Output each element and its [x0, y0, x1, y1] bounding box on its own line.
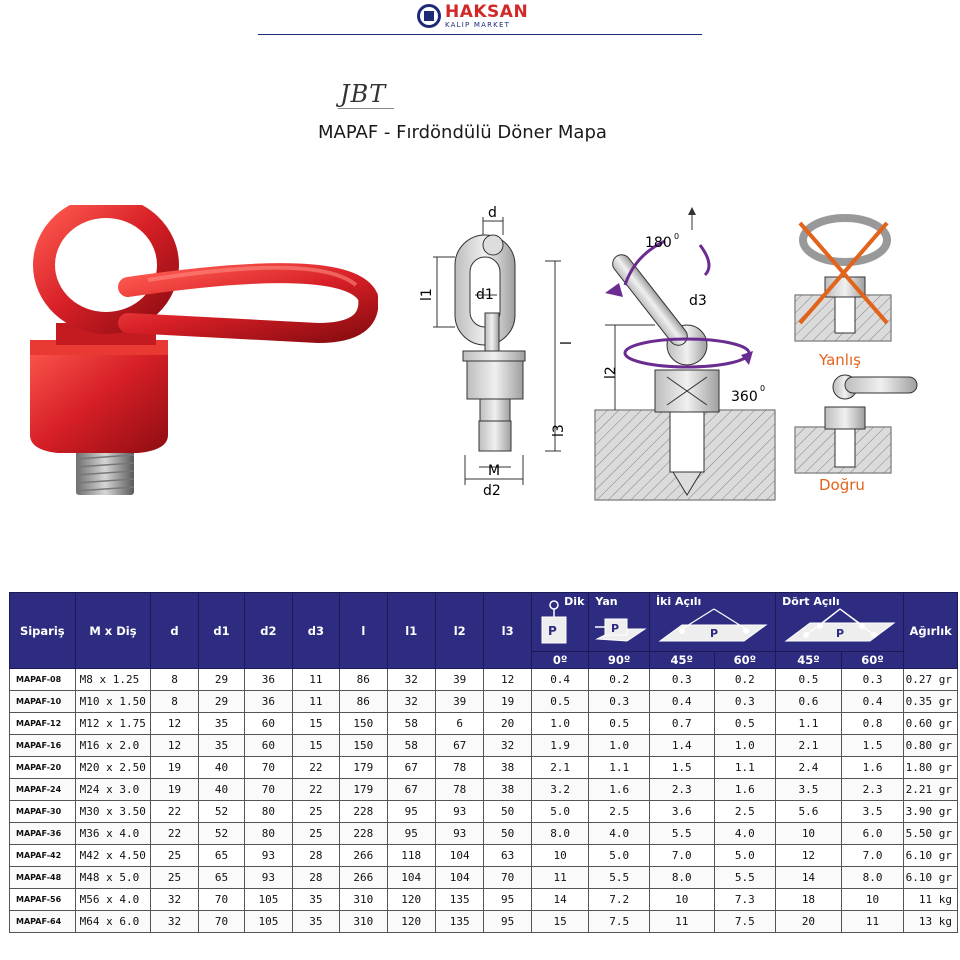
- cell-agirlik: 2.21 gr: [904, 779, 958, 801]
- angle-60-four: 60º: [841, 652, 904, 669]
- cell-d3: 28: [292, 867, 339, 889]
- cell-l3: 32: [484, 735, 531, 757]
- maker-logo: JBT: [340, 80, 387, 108]
- cell-yan-90: 2.5: [589, 801, 650, 823]
- cell-l: 179: [340, 779, 387, 801]
- cell-d3: 25: [292, 823, 339, 845]
- cell-d2: 80: [245, 801, 292, 823]
- cell-dort-60: 8.0: [841, 867, 904, 889]
- cell-l1: 120: [387, 889, 435, 911]
- cell-d2: 105: [245, 889, 292, 911]
- cell-iki-60: 0.2: [714, 669, 776, 691]
- table-row: [10, 889, 958, 911]
- cell-d: 22: [151, 823, 198, 845]
- table-row: [10, 779, 958, 801]
- four-leg-load-icon: [780, 607, 900, 651]
- haksan-logo[interactable]: [417, 2, 528, 30]
- cell-yan-90: 5.5: [589, 867, 650, 889]
- cell-l3: 12: [484, 669, 531, 691]
- cell-l2: 135: [435, 911, 483, 933]
- cell-iki-60: 0.3: [714, 691, 776, 713]
- dort-p-label: P: [836, 627, 845, 640]
- cell-dort-45: 14: [776, 867, 842, 889]
- cell-d: 12: [151, 713, 198, 735]
- dim-d3-label: d3: [689, 293, 707, 309]
- cell-l1: 58: [387, 713, 435, 735]
- cell-l3: 50: [484, 823, 531, 845]
- brand-name: HAKSAN: [445, 1, 529, 22]
- cell-iki-60: 0.5: [714, 713, 776, 735]
- cell-l1: 67: [387, 757, 435, 779]
- cell-l: 150: [340, 713, 387, 735]
- cell-d: 32: [151, 889, 198, 911]
- dim-d2-label: d2: [483, 483, 501, 499]
- cell-d: 22: [151, 801, 198, 823]
- cell-mx: M56 x 4.0: [75, 889, 151, 911]
- angle-360-degree: 0: [760, 384, 766, 393]
- cell-dort-60: 3.5: [841, 801, 904, 823]
- cell-yan-90: 1.6: [589, 779, 650, 801]
- cell-dort-45: 18: [776, 889, 842, 911]
- table-row: [10, 669, 958, 691]
- dim-l3-label: l3: [551, 424, 567, 437]
- table-row: [10, 801, 958, 823]
- cell-l1: 120: [387, 911, 435, 933]
- cell-dort-45: 0.5: [776, 669, 842, 691]
- cell-l3: 95: [484, 911, 531, 933]
- cell-d1: 40: [198, 779, 244, 801]
- cell-mx: M48 x 5.0: [75, 867, 151, 889]
- cell-l2: 39: [435, 691, 483, 713]
- cell-iki-45: 0.4: [649, 691, 714, 713]
- cell-agirlik: 6.10 gr: [904, 867, 958, 889]
- cell-siparis: MAPAF-36: [10, 823, 76, 845]
- vertical-load-icon: [538, 597, 574, 647]
- col-l2: l2: [435, 593, 483, 669]
- cell-l2: 78: [435, 779, 483, 801]
- cell-iki-45: 2.3: [649, 779, 714, 801]
- cell-dik-0: 1.9: [531, 735, 589, 757]
- cell-agirlik: 13 kg: [904, 911, 958, 933]
- dim-d1-label: d1: [476, 287, 494, 303]
- cell-dort-60: 0.4: [841, 691, 904, 713]
- cell-siparis: MAPAF-16: [10, 735, 76, 757]
- iki-acili-label: İki Açılı: [655, 595, 702, 608]
- cell-yan-90: 7.2: [589, 889, 650, 911]
- col-l: l: [340, 593, 387, 669]
- dik-label: Dik: [564, 595, 585, 608]
- cell-dik-0: 0.5: [531, 691, 589, 713]
- cell-d3: 35: [292, 889, 339, 911]
- cell-mx: M24 x 3.0: [75, 779, 151, 801]
- dort-acili-label: Dört Açılı: [782, 595, 840, 608]
- angle-45-four: 45º: [776, 652, 842, 669]
- cell-dort-60: 1.6: [841, 757, 904, 779]
- cell-d1: 70: [198, 911, 244, 933]
- cell-dik-0: 10: [531, 845, 589, 867]
- angle-90: 90º: [589, 652, 650, 669]
- cell-l2: 93: [435, 823, 483, 845]
- cell-l3: 63: [484, 845, 531, 867]
- dim-l2-label: l2: [603, 366, 619, 379]
- cell-l3: 38: [484, 757, 531, 779]
- cell-iki-45: 1.4: [649, 735, 714, 757]
- cell-iki-60: 5.5: [714, 867, 776, 889]
- dim-d-label: d: [488, 205, 497, 221]
- cell-l: 86: [340, 669, 387, 691]
- table-row: [10, 713, 958, 735]
- cell-dort-45: 20: [776, 911, 842, 933]
- cell-yan-90: 5.0: [589, 845, 650, 867]
- cell-dort-45: 3.5: [776, 779, 842, 801]
- right-label: Doğru: [819, 476, 865, 494]
- side-load-icon: [591, 607, 649, 651]
- cell-d1: 70: [198, 889, 244, 911]
- cell-dort-60: 6.0: [841, 823, 904, 845]
- cell-d3: 35: [292, 911, 339, 933]
- table-row: [10, 845, 958, 867]
- cell-iki-60: 1.0: [714, 735, 776, 757]
- cell-iki-45: 0.7: [649, 713, 714, 735]
- cell-mx: M8 x 1.25: [75, 669, 151, 691]
- cell-mx: M36 x 4.0: [75, 823, 151, 845]
- cell-mx: M16 x 2.0: [75, 735, 151, 757]
- cell-agirlik: 0.80 gr: [904, 735, 958, 757]
- cell-yan-90: 0.3: [589, 691, 650, 713]
- cell-dik-0: 1.0: [531, 713, 589, 735]
- cell-l: 310: [340, 911, 387, 933]
- cell-d3: 15: [292, 713, 339, 735]
- cell-d: 25: [151, 845, 198, 867]
- cell-d3: 25: [292, 801, 339, 823]
- cell-dort-45: 10: [776, 823, 842, 845]
- cell-l2: 39: [435, 669, 483, 691]
- col-dik: [531, 593, 589, 652]
- dik-p-label: P: [547, 624, 557, 638]
- cell-yan-90: 1.1: [589, 757, 650, 779]
- cell-iki-60: 1.6: [714, 779, 776, 801]
- cell-d1: 29: [198, 669, 244, 691]
- cell-siparis: MAPAF-24: [10, 779, 76, 801]
- cell-l1: 104: [387, 867, 435, 889]
- cell-dort-60: 7.0: [841, 845, 904, 867]
- cell-siparis: MAPAF-20: [10, 757, 76, 779]
- cell-dort-45: 2.1: [776, 735, 842, 757]
- cell-mx: M10 x 1.50: [75, 691, 151, 713]
- cell-siparis: MAPAF-56: [10, 889, 76, 911]
- cell-iki-45: 8.0: [649, 867, 714, 889]
- cell-d2: 93: [245, 845, 292, 867]
- cell-dort-60: 2.3: [841, 779, 904, 801]
- cell-l3: 19: [484, 691, 531, 713]
- cell-dort-45: 1.1: [776, 713, 842, 735]
- cell-dort-60: 11: [841, 911, 904, 933]
- cell-l1: 32: [387, 691, 435, 713]
- cell-l: 228: [340, 823, 387, 845]
- table-row: [10, 757, 958, 779]
- dimension-drawing: [419, 205, 575, 499]
- col-d2: d2: [245, 593, 292, 669]
- cell-dik-0: 14: [531, 889, 589, 911]
- angle-45-two: 45º: [649, 652, 714, 669]
- cell-d2: 60: [245, 735, 292, 757]
- cell-d1: 29: [198, 691, 244, 713]
- cell-iki-45: 3.6: [649, 801, 714, 823]
- cell-d2: 93: [245, 867, 292, 889]
- cell-agirlik: 11 kg: [904, 889, 958, 911]
- col-l3: l3: [484, 593, 531, 669]
- cell-d2: 60: [245, 713, 292, 735]
- cell-siparis: MAPAF-10: [10, 691, 76, 713]
- col-iki-acili: [649, 593, 775, 652]
- cell-l3: 50: [484, 801, 531, 823]
- cell-d: 19: [151, 779, 198, 801]
- cell-d2: 36: [245, 691, 292, 713]
- cell-iki-45: 1.5: [649, 757, 714, 779]
- cell-agirlik: 0.35 gr: [904, 691, 958, 713]
- angle-360-label: 360: [731, 389, 758, 405]
- cell-agirlik: 0.60 gr: [904, 713, 958, 735]
- cell-l: 228: [340, 801, 387, 823]
- cell-l1: 95: [387, 801, 435, 823]
- cell-d2: 70: [245, 779, 292, 801]
- brand-subtitle: KALIP MARKET: [445, 20, 511, 29]
- cell-d3: 11: [292, 669, 339, 691]
- cell-iki-60: 7.5: [714, 911, 776, 933]
- header-divider: [258, 34, 702, 35]
- cell-l1: 67: [387, 779, 435, 801]
- cell-siparis: MAPAF-64: [10, 911, 76, 933]
- cell-mx: M20 x 2.50: [75, 757, 151, 779]
- angle-180-degree: 0: [674, 232, 680, 241]
- cell-l: 150: [340, 735, 387, 757]
- cell-l: 86: [340, 691, 387, 713]
- cell-dik-0: 15: [531, 911, 589, 933]
- cell-mx: M64 x 6.0: [75, 911, 151, 933]
- cell-d1: 52: [198, 801, 244, 823]
- cell-siparis: MAPAF-30: [10, 801, 76, 823]
- col-dort-acili: [776, 593, 904, 652]
- cell-iki-45: 5.5: [649, 823, 714, 845]
- cell-yan-90: 7.5: [589, 911, 650, 933]
- cell-iki-60: 7.3: [714, 889, 776, 911]
- table-row: [10, 691, 958, 713]
- cell-iki-60: 1.1: [714, 757, 776, 779]
- cell-l2: 6: [435, 713, 483, 735]
- cell-l2: 104: [435, 867, 483, 889]
- cell-agirlik: 0.27 gr: [904, 669, 958, 691]
- cell-iki-60: 4.0: [714, 823, 776, 845]
- cell-l: 310: [340, 889, 387, 911]
- cell-yan-90: 0.2: [589, 669, 650, 691]
- cell-d2: 80: [245, 823, 292, 845]
- cell-dort-60: 10: [841, 889, 904, 911]
- col-mx: M x Diş: [75, 593, 151, 669]
- cell-mx: M12 x 1.75: [75, 713, 151, 735]
- cell-l: 179: [340, 757, 387, 779]
- wrong-right-drawing: [795, 218, 917, 494]
- cell-d: 32: [151, 911, 198, 933]
- cell-iki-45: 10: [649, 889, 714, 911]
- dim-M-label: M: [488, 463, 501, 479]
- angle-0: 0º: [531, 652, 589, 669]
- cell-iki-60: 5.0: [714, 845, 776, 867]
- rotation-drawing: [595, 207, 775, 500]
- cell-l2: 135: [435, 889, 483, 911]
- cell-d3: 22: [292, 757, 339, 779]
- col-d1: d1: [198, 593, 244, 669]
- cell-l2: 67: [435, 735, 483, 757]
- cell-dort-45: 5.6: [776, 801, 842, 823]
- table-body: [10, 669, 958, 933]
- cell-l2: 93: [435, 801, 483, 823]
- cell-l3: 38: [484, 779, 531, 801]
- cell-iki-45: 11: [649, 911, 714, 933]
- cell-l3: 20: [484, 713, 531, 735]
- cell-dort-45: 12: [776, 845, 842, 867]
- cell-agirlik: 5.50 gr: [904, 823, 958, 845]
- cell-l1: 95: [387, 823, 435, 845]
- yan-p-label: P: [611, 622, 620, 635]
- cell-l: 266: [340, 845, 387, 867]
- cell-yan-90: 1.0: [589, 735, 650, 757]
- col-d3: d3: [292, 593, 339, 669]
- angle-180-label: 180: [645, 235, 672, 251]
- cell-d3: 22: [292, 779, 339, 801]
- cell-dik-0: 3.2: [531, 779, 589, 801]
- cell-d1: 65: [198, 867, 244, 889]
- cell-d2: 105: [245, 911, 292, 933]
- cell-dik-0: 11: [531, 867, 589, 889]
- cell-siparis: MAPAF-08: [10, 669, 76, 691]
- cell-yan-90: 4.0: [589, 823, 650, 845]
- cell-l1: 118: [387, 845, 435, 867]
- cell-dik-0: 5.0: [531, 801, 589, 823]
- col-yan: [589, 593, 650, 652]
- cell-mx: M30 x 3.50: [75, 801, 151, 823]
- maker-underline: [338, 108, 394, 109]
- dim-l-label: l: [559, 341, 575, 345]
- cell-d2: 70: [245, 757, 292, 779]
- table-row: [10, 735, 958, 757]
- cell-l1: 32: [387, 669, 435, 691]
- wrong-label: Yanlış: [819, 351, 861, 369]
- cell-dik-0: 8.0: [531, 823, 589, 845]
- cell-l2: 78: [435, 757, 483, 779]
- yan-label: Yan: [595, 595, 618, 608]
- product-title: MAPAF - Fırdöndülü Döner Mapa: [318, 122, 607, 143]
- cell-d: 19: [151, 757, 198, 779]
- cell-mx: M42 x 4.50: [75, 845, 151, 867]
- table-row: [10, 823, 958, 845]
- cell-l3: 95: [484, 889, 531, 911]
- cell-d1: 65: [198, 845, 244, 867]
- cell-l2: 104: [435, 845, 483, 867]
- iki-p-label: P: [709, 627, 719, 640]
- cell-dik-0: 0.4: [531, 669, 589, 691]
- col-siparis: Sipariş: [10, 593, 76, 669]
- col-agirlik: Ağırlık: [904, 593, 958, 669]
- cell-d: 12: [151, 735, 198, 757]
- angle-60-two: 60º: [714, 652, 776, 669]
- table-row: [10, 867, 958, 889]
- dim-l1-label: l1: [419, 288, 435, 301]
- cell-dort-60: 1.5: [841, 735, 904, 757]
- cell-yan-90: 0.5: [589, 713, 650, 735]
- cell-d1: 35: [198, 735, 244, 757]
- cell-d2: 36: [245, 669, 292, 691]
- cell-l1: 58: [387, 735, 435, 757]
- cell-siparis: MAPAF-42: [10, 845, 76, 867]
- cell-siparis: MAPAF-48: [10, 867, 76, 889]
- cell-d1: 52: [198, 823, 244, 845]
- cell-d1: 40: [198, 757, 244, 779]
- cell-l3: 70: [484, 867, 531, 889]
- cell-dik-0: 2.1: [531, 757, 589, 779]
- cell-dort-60: 0.3: [841, 669, 904, 691]
- cell-dort-45: 0.6: [776, 691, 842, 713]
- cell-dort-60: 0.8: [841, 713, 904, 735]
- cell-d3: 28: [292, 845, 339, 867]
- product-photo: [18, 205, 378, 505]
- cell-dort-45: 2.4: [776, 757, 842, 779]
- col-l1: l1: [387, 593, 435, 669]
- cell-siparis: MAPAF-12: [10, 713, 76, 735]
- cell-d: 25: [151, 867, 198, 889]
- cell-d: 8: [151, 691, 198, 713]
- cell-agirlik: 3.90 gr: [904, 801, 958, 823]
- cell-d3: 15: [292, 735, 339, 757]
- specification-table: [9, 592, 958, 933]
- cell-d3: 11: [292, 691, 339, 713]
- cell-agirlik: 1.80 gr: [904, 757, 958, 779]
- col-d: d: [151, 593, 198, 669]
- cell-l: 266: [340, 867, 387, 889]
- cell-d: 8: [151, 669, 198, 691]
- two-leg-load-icon: [654, 607, 772, 651]
- cell-iki-45: 0.3: [649, 669, 714, 691]
- cell-iki-45: 7.0: [649, 845, 714, 867]
- technical-drawings: [405, 205, 925, 505]
- gear-logo-icon: [417, 4, 441, 28]
- cell-d1: 35: [198, 713, 244, 735]
- cell-iki-60: 2.5: [714, 801, 776, 823]
- cell-agirlik: 6.10 gr: [904, 845, 958, 867]
- table-row: [10, 911, 958, 933]
